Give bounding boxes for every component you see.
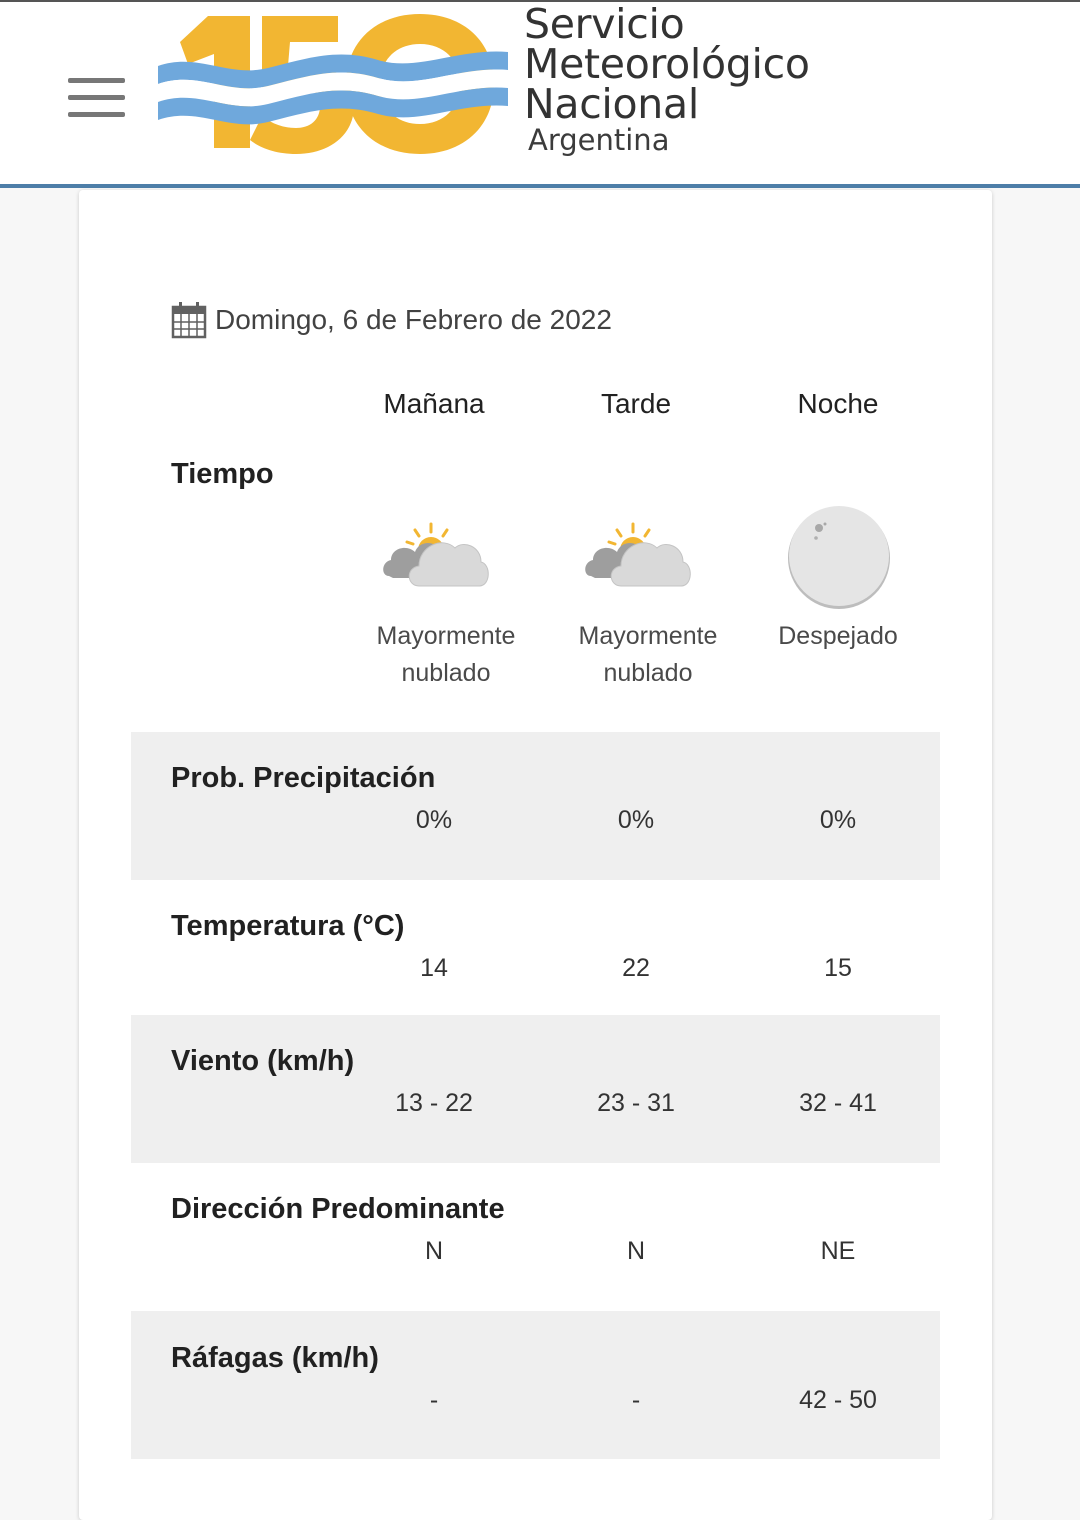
period-header-night: Noche [797,388,879,419]
row-value: 32 - 41 [799,1089,877,1117]
partly-cloudy-icon [581,506,693,592]
row-value: N [626,1237,646,1265]
org-line-2: Meteorológico [524,40,810,88]
weather-label: Tiempo [171,458,274,490]
partly-cloudy-icon [379,506,491,592]
row-label: Prob. Precipitación [171,762,436,794]
period-header-morning: Mañana [383,388,485,419]
row-value: 23 - 31 [597,1089,675,1117]
menu-line [68,95,125,100]
org-line-4: Argentina [528,123,670,157]
row-label: Dirección Predominante [171,1193,505,1225]
condition-line: Despejado [778,622,898,650]
row-value: 0% [819,806,857,834]
forecast-card [79,190,992,1520]
hamburger-menu-icon[interactable] [66,78,126,118]
calendar-icon [171,301,207,339]
period-header-afternoon: Tarde [600,388,672,419]
org-line-1: Servicio [524,0,685,48]
menu-line [68,78,125,83]
row-value: - [631,1386,641,1414]
row-value: 0% [415,806,453,834]
top-bar [0,0,1080,188]
row-label: Ráfagas (km/h) [171,1342,379,1374]
row-value: 42 - 50 [799,1386,877,1414]
org-line-3: Nacional [524,80,699,128]
row-value: 0% [617,806,655,834]
organization-name [524,0,810,157]
condition-afternoon [547,618,749,692]
forecast-date [171,300,612,340]
row-value: 14 [420,954,448,982]
condition-line: Mayormente [578,622,718,650]
row-value: 22 [622,954,650,982]
date-text: Domingo, 6 de Febrero de 2022 [215,304,612,335]
row-value: 13 - 22 [395,1089,473,1117]
row-value: 15 [824,954,852,982]
row-value: N [424,1237,444,1265]
condition-morning [345,618,547,692]
row-value: NE [820,1237,856,1265]
condition-line: Mayormente [376,622,516,650]
row-label: Viento (km/h) [171,1045,355,1077]
smn-150-logo-icon[interactable] [158,8,508,158]
clear-night-moon-icon [785,506,893,614]
condition-night [737,618,939,655]
gusts-row [131,1311,940,1459]
row-label: Temperatura (°C) [171,910,405,942]
row-value: - [429,1386,439,1414]
condition-line: nublado [603,659,693,687]
menu-line [68,112,125,117]
condition-line: nublado [401,659,491,687]
